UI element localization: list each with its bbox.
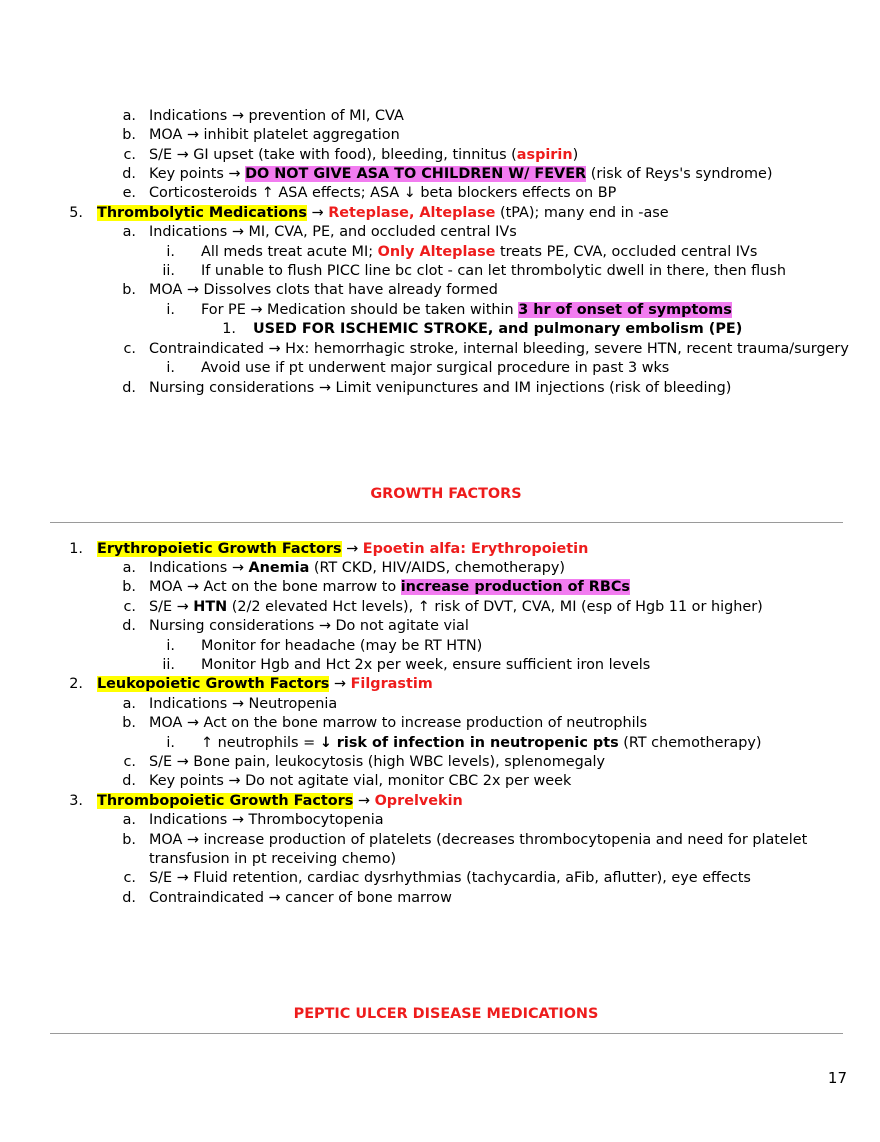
text: Key points → xyxy=(149,166,246,182)
list-item xyxy=(97,792,463,811)
list-marker: 1. xyxy=(222,321,236,337)
text: ) xyxy=(572,147,579,163)
list-marker: a. xyxy=(122,108,136,124)
text: S/E → GI upset (take with food), bleeding, tinnitus ( xyxy=(149,147,517,163)
category-title: Erythropoietic Growth Factors xyxy=(97,541,342,557)
drug-name: Epoetin alfa: Erythropoietin xyxy=(362,541,589,557)
list-marker: c. xyxy=(123,599,136,615)
list-marker: d. xyxy=(122,166,136,182)
list-marker: a. xyxy=(122,560,136,576)
list-marker: c. xyxy=(123,870,136,886)
bold-term: Anemia xyxy=(248,560,310,576)
list-item xyxy=(97,204,669,223)
list-item: Indications → Neutropenia xyxy=(149,696,338,712)
drug-name: Reteplase, Alteplase xyxy=(328,205,496,221)
list-item xyxy=(201,734,762,753)
list-marker: i. xyxy=(166,302,175,318)
text: (risk of Reys's syndrome) xyxy=(586,166,773,182)
list-marker: d. xyxy=(122,773,136,789)
text: All meds treat acute MI; xyxy=(201,244,378,260)
text: (tPA); many end in -ase xyxy=(495,205,669,221)
drug-name: aspirin xyxy=(516,147,573,163)
list-marker: a. xyxy=(122,696,136,712)
highlight-key-point: increase production of RBCs xyxy=(400,579,630,595)
list-item: MOA → Act on the bone marrow to increase production of neutrophils xyxy=(149,715,648,731)
list-marker: ii. xyxy=(162,657,175,673)
list-marker: d. xyxy=(122,618,136,634)
list-item xyxy=(97,540,588,559)
bold-term: ↓ risk of infection in neutropenic pts xyxy=(319,735,619,751)
list-marker: b. xyxy=(122,715,136,731)
category-title: Thrombopoietic Growth Factors xyxy=(97,793,354,809)
arrow: → xyxy=(329,676,351,692)
list-item: If unable to flush PICC line bc clot - can let thrombolytic dwell in there, then flush xyxy=(201,263,786,279)
highlight-key-point: 3 hr of onset of symptoms xyxy=(518,302,732,318)
list-item: Indications → MI, CVA, PE, and occluded central IVs xyxy=(149,224,517,240)
list-item: Contraindicated → Hx: hemorrhagic stroke, internal bleeding, severe HTN, recent trauma/surgery xyxy=(149,341,849,357)
category-title: Thrombolytic Medications xyxy=(97,205,307,221)
list-marker: d. xyxy=(122,380,136,396)
text: (RT chemotherapy) xyxy=(618,735,762,751)
list-marker: i. xyxy=(166,638,175,654)
arrow: → xyxy=(341,541,363,557)
text: For PE → Medication should be taken within xyxy=(201,302,519,318)
list-item xyxy=(97,675,433,694)
list-marker: d. xyxy=(122,890,136,906)
list-item xyxy=(149,146,578,165)
text: treats PE, CVA, occluded central IVs xyxy=(495,244,758,260)
list-marker: i. xyxy=(166,735,175,751)
list-item: Monitor for headache (may be RT HTN) xyxy=(201,638,483,654)
list-marker: c. xyxy=(123,341,136,357)
list-item: Indications → prevention of MI, CVA xyxy=(149,108,404,124)
list-item xyxy=(149,578,630,597)
text: Indications → xyxy=(149,560,249,576)
drug-name: Oprelvekin xyxy=(374,793,463,809)
list-marker: b. xyxy=(122,579,136,595)
list-item xyxy=(149,559,565,578)
list-item xyxy=(149,598,763,617)
list-marker: b. xyxy=(122,282,136,298)
list-item: S/E → Fluid retention, cardiac dysrhythmias (tachycardia, aFib, aflutter), eye effects xyxy=(149,870,751,886)
section-heading: GROWTH FACTORS xyxy=(370,486,522,502)
bold-term: HTN xyxy=(193,599,228,615)
list-marker: 3. xyxy=(69,793,83,809)
section-heading: PEPTIC ULCER DISEASE MEDICATIONS xyxy=(293,1006,599,1022)
list-marker: e. xyxy=(122,185,136,201)
list-marker: i. xyxy=(166,360,175,376)
list-item xyxy=(149,165,773,184)
list-item: Nursing considerations → Limit venipunctures and IM injections (risk of bleeding) xyxy=(149,380,732,396)
list-item: MOA → increase production of platelets (decreases thrombocytopenia and need for platelet xyxy=(149,832,808,848)
list-item: Contraindicated → cancer of bone marrow xyxy=(149,890,452,906)
drug-name: Filgrastim xyxy=(350,676,433,692)
list-marker: a. xyxy=(122,812,136,828)
list-item xyxy=(201,301,732,320)
text: ↑ neutrophils = xyxy=(201,735,320,751)
list-item: Indications → Thrombocytopenia xyxy=(149,812,384,828)
list-marker: c. xyxy=(123,754,136,770)
list-marker: 2. xyxy=(69,676,83,692)
list-item: MOA → inhibit platelet aggregation xyxy=(149,127,400,143)
list-item: Avoid use if pt underwent major surgical procedure in past 3 wks xyxy=(201,360,670,376)
list-item-continuation: transfusion in pt receiving chemo) xyxy=(149,851,397,867)
list-marker: ii. xyxy=(162,263,175,279)
category-title: Leukopoietic Growth Factors xyxy=(97,676,330,692)
list-marker: b. xyxy=(122,127,136,143)
list-item: USED FOR ISCHEMIC STROKE, and pulmonary embolism (PE) xyxy=(253,321,743,337)
arrow: → xyxy=(306,205,329,221)
section-divider xyxy=(50,1033,843,1034)
list-item: Corticosteroids ↑ ASA effects; ASA ↓ beta blockers effects on BP xyxy=(149,185,617,201)
text: S/E → xyxy=(149,599,194,615)
list-item xyxy=(201,243,757,262)
list-item: Monitor Hgb and Hct 2x per week, ensure sufficient iron levels xyxy=(201,657,651,673)
list-item: Key points → Do not agitate vial, monitor CBC 2x per week xyxy=(149,773,572,789)
text: MOA → Act on the bone marrow to xyxy=(149,579,401,595)
section-divider xyxy=(50,522,843,523)
list-marker: a. xyxy=(122,224,136,240)
page-number: 17 xyxy=(827,1069,847,1087)
text: (RT CKD, HIV/AIDS, chemotherapy) xyxy=(309,560,566,576)
text: (2/2 elevated Hct levels), ↑ risk of DVT, CVA, MI (esp of Hgb 11 or higher) xyxy=(227,599,763,615)
list-marker: 1. xyxy=(69,541,83,557)
list-marker: 5. xyxy=(69,205,83,221)
highlight-warning: DO NOT GIVE ASA TO CHILDREN W/ FEVER xyxy=(245,166,587,182)
list-item: S/E → Bone pain, leukocytosis (high WBC levels), splenomegaly xyxy=(149,754,606,770)
drug-name: Only Alteplase xyxy=(377,244,496,260)
list-marker: b. xyxy=(122,832,136,848)
list-marker: i. xyxy=(166,244,175,260)
arrow: → xyxy=(353,793,375,809)
list-item: MOA → Dissolves clots that have already formed xyxy=(149,282,498,298)
list-item: Nursing considerations → Do not agitate vial xyxy=(149,618,469,634)
list-marker: c. xyxy=(123,147,136,163)
